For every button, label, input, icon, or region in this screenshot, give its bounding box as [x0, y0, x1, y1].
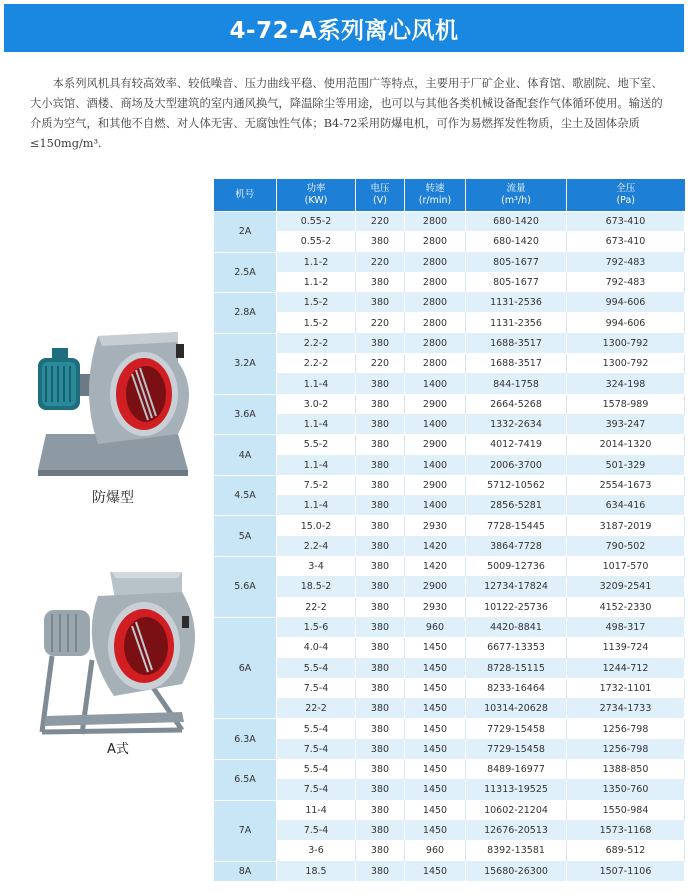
- column-header-unit: (KW): [304, 195, 328, 206]
- table-cell: 1.1-4: [277, 374, 356, 394]
- table-cell: 805-1677: [466, 252, 567, 272]
- table-cell: 2.2-2: [277, 354, 356, 374]
- table-cell: 220: [356, 313, 405, 333]
- table-cell: 844-1758: [466, 374, 567, 394]
- table-cell: 380: [356, 394, 405, 414]
- column-header-unit: (V): [373, 195, 387, 206]
- table-row: [214, 699, 685, 719]
- table-cell: 1300-792: [567, 354, 685, 374]
- table-cell: 380: [356, 800, 405, 820]
- table-cell: 380: [356, 455, 405, 475]
- model-cell: 5A: [214, 516, 277, 557]
- table-cell: 11-4: [277, 800, 356, 820]
- table-cell: 1244-712: [567, 658, 685, 678]
- table-cell: 380: [356, 577, 405, 597]
- table-cell: 7.5-4: [277, 820, 356, 840]
- table-cell: 2900: [405, 394, 466, 414]
- table-cell: 2.2-4: [277, 536, 356, 556]
- table-cell: 8728-15115: [466, 658, 567, 678]
- table-cell: 994-606: [567, 313, 685, 333]
- table-cell: 380: [356, 272, 405, 292]
- table-cell: 1400: [405, 414, 466, 434]
- table-cell: 1450: [405, 658, 466, 678]
- table-cell: 22-2: [277, 597, 356, 617]
- table-cell: 1420: [405, 557, 466, 577]
- table-cell: 380: [356, 435, 405, 455]
- table-row: [214, 638, 685, 658]
- table-cell: 1450: [405, 861, 466, 881]
- table-cell: 380: [356, 638, 405, 658]
- table-cell: 2900: [405, 475, 466, 495]
- table-cell: 673-410: [567, 212, 685, 232]
- table-row: [214, 435, 685, 455]
- table-cell: 7.5-4: [277, 739, 356, 759]
- table-cell: 1388-850: [567, 760, 685, 780]
- table-cell: 2.2-2: [277, 333, 356, 353]
- table-cell: 2800: [405, 333, 466, 353]
- column-header: [567, 179, 685, 212]
- table-cell: 2664-5268: [466, 394, 567, 414]
- table-cell: 380: [356, 496, 405, 516]
- table-cell: 380: [356, 861, 405, 881]
- table-cell: 3864-7728: [466, 536, 567, 556]
- table-cell: 380: [356, 820, 405, 840]
- table-row: [214, 354, 685, 374]
- table-cell: 380: [356, 374, 405, 394]
- table-cell: 380: [356, 841, 405, 861]
- table-cell: 1450: [405, 719, 466, 739]
- table-cell: 1450: [405, 800, 466, 820]
- table-cell: 680-1420: [466, 212, 567, 232]
- table-cell: 1400: [405, 374, 466, 394]
- table-cell: 2800: [405, 212, 466, 232]
- table-cell: 634-416: [567, 496, 685, 516]
- column-header-unit: (r/min): [418, 195, 452, 206]
- table-cell: 689-512: [567, 841, 685, 861]
- table-row: [214, 212, 685, 232]
- table-cell: 4152-2330: [567, 597, 685, 617]
- table-cell: 1400: [405, 455, 466, 475]
- table-cell: 324-198: [567, 374, 685, 394]
- table-row: [214, 374, 685, 394]
- column-header-label: 功率: [306, 183, 326, 194]
- table-cell: 380: [356, 293, 405, 313]
- table-cell: 15680-26300: [466, 861, 567, 881]
- table-row: [214, 719, 685, 739]
- table-row: [214, 252, 685, 272]
- table-cell: 1420: [405, 536, 466, 556]
- table-cell: 2930: [405, 516, 466, 536]
- table-cell: 1.5-2: [277, 293, 356, 313]
- table-cell: 8233-16464: [466, 678, 567, 698]
- table-row: [214, 739, 685, 759]
- table-cell: 3209-2541: [567, 577, 685, 597]
- model-cell: 2.8A: [214, 293, 277, 334]
- page-title: 4-72-A系列离心风机: [4, 4, 684, 52]
- table-cell: 4420-8841: [466, 617, 567, 637]
- column-header: [466, 179, 567, 212]
- table-cell: 960: [405, 617, 466, 637]
- table-cell: 1300-792: [567, 333, 685, 353]
- table-cell: 1688-3517: [466, 333, 567, 353]
- table-cell: 393-247: [567, 414, 685, 434]
- table-header-row: [214, 179, 685, 212]
- table-cell: 1.5-6: [277, 617, 356, 637]
- table-cell: 380: [356, 333, 405, 353]
- fan-spec-table: [213, 179, 685, 882]
- model-cell: 7A: [214, 800, 277, 861]
- table-row: [214, 617, 685, 637]
- table-cell: 1.1-4: [277, 414, 356, 434]
- table-row: [214, 800, 685, 820]
- table-cell: 1450: [405, 739, 466, 759]
- table-cell: 1450: [405, 678, 466, 698]
- table-cell: 1688-3517: [466, 354, 567, 374]
- table-cell: 220: [356, 252, 405, 272]
- column-header: [356, 179, 405, 212]
- table-cell: 380: [356, 699, 405, 719]
- table-cell: 1550-984: [567, 800, 685, 820]
- table-row: [214, 557, 685, 577]
- table-cell: 2800: [405, 252, 466, 272]
- table-cell: 4012-7419: [466, 435, 567, 455]
- table-cell: 1450: [405, 780, 466, 800]
- column-header-label: 电压: [370, 183, 390, 194]
- table-cell: 1.1-2: [277, 272, 356, 292]
- table-cell: 1573-1168: [567, 820, 685, 840]
- type-a-caption: A式: [107, 742, 129, 757]
- table-cell: 11313-19525: [466, 780, 567, 800]
- table-row: [214, 475, 685, 495]
- table-cell: 1450: [405, 699, 466, 719]
- table-cell: 15.0-2: [277, 516, 356, 536]
- model-cell: 5.6A: [214, 557, 277, 618]
- model-cell: 2A: [214, 212, 277, 253]
- column-header: [277, 179, 356, 212]
- table-row: [214, 861, 685, 881]
- explosion-proof-fan-image: [28, 322, 204, 480]
- model-cell: 4A: [214, 435, 277, 476]
- table-cell: 994-606: [567, 293, 685, 313]
- table-cell: 380: [356, 760, 405, 780]
- table-cell: 8392-13581: [466, 841, 567, 861]
- table-cell: 380: [356, 414, 405, 434]
- table-row: [214, 658, 685, 678]
- table-cell: 1732-1101: [567, 678, 685, 698]
- table-cell: 1256-798: [567, 719, 685, 739]
- table-cell: 1332-2634: [466, 414, 567, 434]
- table-cell: 3.0-2: [277, 394, 356, 414]
- table-cell: 220: [356, 212, 405, 232]
- table-cell: 22-2: [277, 699, 356, 719]
- table-cell: 2554-1673: [567, 475, 685, 495]
- table-cell: 5009-12736: [466, 557, 567, 577]
- table-cell: 0.55-2: [277, 212, 356, 232]
- table-cell: 680-1420: [466, 232, 567, 252]
- column-header-unit: (m³/h): [501, 195, 531, 206]
- table-row: [214, 414, 685, 434]
- table-cell: 8489-16977: [466, 760, 567, 780]
- table-cell: 7729-15458: [466, 739, 567, 759]
- table-cell: 12734-17824: [466, 577, 567, 597]
- column-header-label: 流量: [506, 183, 526, 194]
- model-cell: 3.2A: [214, 333, 277, 394]
- table-cell: 1400: [405, 496, 466, 516]
- table-cell: 1450: [405, 760, 466, 780]
- table-cell: 2800: [405, 354, 466, 374]
- table-cell: 5.5-4: [277, 760, 356, 780]
- table-cell: 1578-989: [567, 394, 685, 414]
- column-header-label: 全压: [616, 183, 636, 194]
- table-row: [214, 820, 685, 840]
- table-row: [214, 333, 685, 353]
- table-cell: 7.5-4: [277, 780, 356, 800]
- table-cell: 220: [356, 354, 405, 374]
- explosion-proof-caption: 防爆型: [92, 490, 134, 506]
- table-row: [214, 232, 685, 252]
- table-cell: 380: [356, 536, 405, 556]
- table-row: [214, 313, 685, 333]
- table-cell: 380: [356, 516, 405, 536]
- table-cell: 380: [356, 617, 405, 637]
- table-cell: 2800: [405, 232, 466, 252]
- table-row: [214, 577, 685, 597]
- table-cell: 7.5-2: [277, 475, 356, 495]
- table-cell: 673-410: [567, 232, 685, 252]
- table-row: [214, 394, 685, 414]
- table-cell: 380: [356, 658, 405, 678]
- table-cell: 1131-2356: [466, 313, 567, 333]
- table-cell: 2734-1733: [567, 699, 685, 719]
- table-cell: 2006-3700: [466, 455, 567, 475]
- table-cell: 1.5-2: [277, 313, 356, 333]
- column-header-unit: (Pa): [616, 195, 636, 206]
- table-cell: 1350-760: [567, 780, 685, 800]
- table-cell: 5712-10562: [466, 475, 567, 495]
- table-cell: 498-317: [567, 617, 685, 637]
- table-cell: 380: [356, 557, 405, 577]
- table-cell: 5.5-4: [277, 719, 356, 739]
- table-cell: 1256-798: [567, 739, 685, 759]
- table-cell: 792-483: [567, 252, 685, 272]
- table-cell: 1.1-2: [277, 252, 356, 272]
- table-cell: 2900: [405, 435, 466, 455]
- table-cell: 501-329: [567, 455, 685, 475]
- table-cell: 2800: [405, 293, 466, 313]
- table-cell: 0.55-2: [277, 232, 356, 252]
- table-row: [214, 496, 685, 516]
- table-row: [214, 536, 685, 556]
- model-cell: 4.5A: [214, 475, 277, 516]
- table-cell: 1131-2536: [466, 293, 567, 313]
- type-a-fan-image: [32, 566, 208, 738]
- table-cell: 3187-2019: [567, 516, 685, 536]
- table-cell: 18.5-2: [277, 577, 356, 597]
- column-header-label: 机号: [235, 189, 255, 200]
- table-cell: 6677-13353: [466, 638, 567, 658]
- table-cell: 380: [356, 232, 405, 252]
- table-cell: 805-1677: [466, 272, 567, 292]
- table-row: [214, 678, 685, 698]
- table-cell: 2800: [405, 272, 466, 292]
- table-cell: 10602-21204: [466, 800, 567, 820]
- table-row: [214, 455, 685, 475]
- table-cell: 1017-570: [567, 557, 685, 577]
- table-cell: 7728-15445: [466, 516, 567, 536]
- table-cell: 4.0-4: [277, 638, 356, 658]
- table-cell: 2856-5281: [466, 496, 567, 516]
- table-cell: 7729-15458: [466, 719, 567, 739]
- table-cell: 960: [405, 841, 466, 861]
- table-cell: 12676-20513: [466, 820, 567, 840]
- table-row: [214, 597, 685, 617]
- table-cell: 380: [356, 678, 405, 698]
- table-cell: 2800: [405, 313, 466, 333]
- table-cell: 3-6: [277, 841, 356, 861]
- column-header: [214, 179, 277, 212]
- table-cell: 10314-20628: [466, 699, 567, 719]
- table-row: [214, 841, 685, 861]
- table-row: [214, 760, 685, 780]
- table-cell: 792-483: [567, 272, 685, 292]
- table-cell: 18.5: [277, 861, 356, 881]
- column-header-label: 转速: [425, 183, 445, 194]
- model-cell: 6.5A: [214, 760, 277, 801]
- table-cell: 1450: [405, 820, 466, 840]
- table-cell: 2014-1320: [567, 435, 685, 455]
- model-cell: 2.5A: [214, 252, 277, 293]
- table-cell: 3-4: [277, 557, 356, 577]
- table-cell: 1139-724: [567, 638, 685, 658]
- model-cell: 6A: [214, 617, 277, 718]
- table-cell: 7.5-4: [277, 678, 356, 698]
- table-cell: 5.5-2: [277, 435, 356, 455]
- table-cell: 380: [356, 475, 405, 495]
- table-cell: 1507-1106: [567, 861, 685, 881]
- table-cell: 380: [356, 597, 405, 617]
- table-row: [214, 516, 685, 536]
- table-cell: 2900: [405, 577, 466, 597]
- table-cell: 380: [356, 780, 405, 800]
- table-cell: 380: [356, 719, 405, 739]
- model-cell: 6.3A: [214, 719, 277, 760]
- table-row: [214, 780, 685, 800]
- table-cell: 380: [356, 739, 405, 759]
- table-cell: 5.5-4: [277, 658, 356, 678]
- table-cell: 2930: [405, 597, 466, 617]
- table-row: [214, 272, 685, 292]
- table-cell: 1.1-4: [277, 496, 356, 516]
- column-header: [405, 179, 466, 212]
- table-row: [214, 293, 685, 313]
- model-cell: 3.6A: [214, 394, 277, 435]
- table-cell: 1450: [405, 638, 466, 658]
- intro-paragraph: 本系列风机具有较高效率、较低噪音、压力曲线平稳、使用范围广等特点，主要用于厂矿企业、体育馆、歌剧院、地下室、大小宾馆、酒楼、商场及大型建筑的室内通风换气，降温除尘等用途，也可以与其他各类机械设备配套作气体循环使用。输送的介质为空气，和其他不自燃、对人体无害、无腐蚀性气体；B4-72采用防爆电机，可作为易燃挥发性物质，尘土及固体杂质≤150mg/m³.: [30, 77, 663, 150]
- table-cell: 790-502: [567, 536, 685, 556]
- model-cell: 8A: [214, 861, 277, 881]
- table-cell: 1.1-4: [277, 455, 356, 475]
- table-cell: 10122-25736: [466, 597, 567, 617]
